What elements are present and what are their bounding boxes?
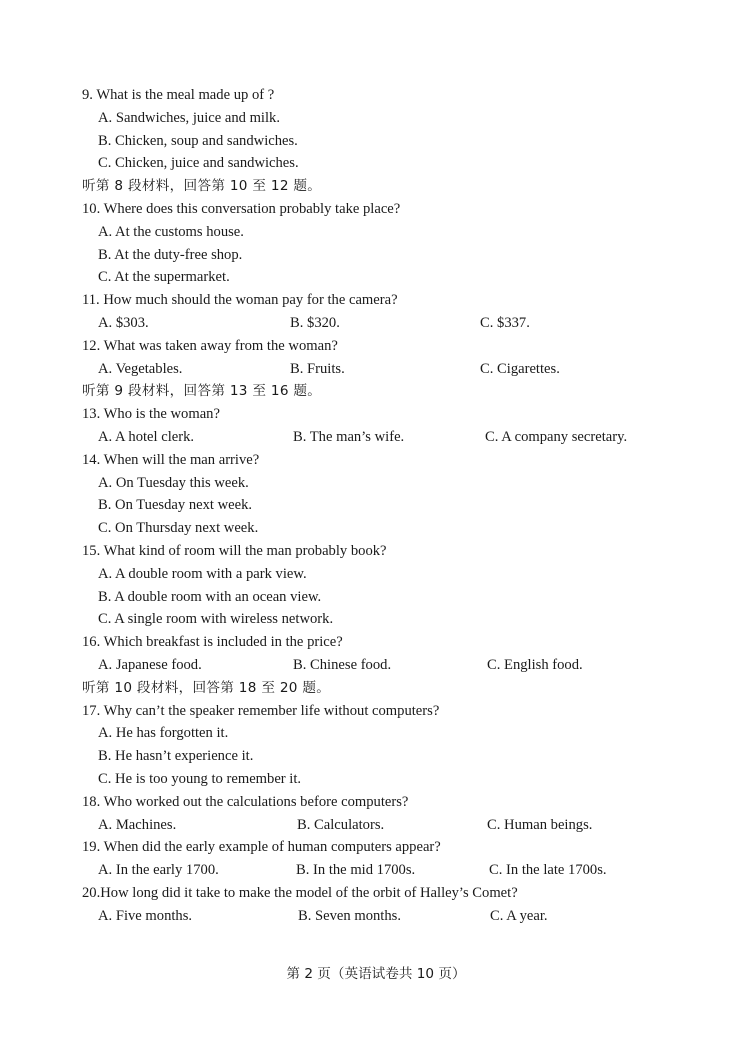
question-text: 14. When will the man arrive? bbox=[82, 451, 260, 468]
section-instruction: 听第 10 段材料，回答第 18 至 20 题。 bbox=[82, 679, 331, 696]
option-text: A. At the customs house. bbox=[98, 223, 244, 240]
option-text: A. Sandwiches, juice and milk. bbox=[98, 109, 280, 126]
questions-list bbox=[82, 84, 682, 927]
question-text: 17. Why can’t the speaker remember life without computers? bbox=[82, 702, 440, 719]
option-a: A. Five months. bbox=[98, 907, 193, 924]
option-text: A. He has forgotten it. bbox=[98, 725, 229, 742]
question-text: 10. Where does this conversation probably take place? bbox=[82, 200, 401, 217]
option-b: B. $320. bbox=[290, 314, 340, 331]
option-a: A. Machines. bbox=[98, 816, 177, 833]
question-text: 12. What was taken away from the woman? bbox=[82, 337, 338, 354]
option-text: B. A double room with an ocean view. bbox=[98, 588, 322, 605]
option-a: A. $303. bbox=[98, 314, 149, 331]
option-c: C. In the late 1700s. bbox=[489, 862, 607, 879]
option-c: C. English food. bbox=[487, 656, 583, 673]
option-b: B. Fruits. bbox=[290, 360, 345, 377]
option-text: B. Chicken, soup and sandwiches. bbox=[98, 132, 298, 149]
option-a: A. Japanese food. bbox=[98, 656, 202, 673]
question-text: 20.How long did it take to make the model of the orbit of Halley’s Comet? bbox=[82, 884, 518, 901]
option-a: A. Vegetables. bbox=[98, 360, 183, 377]
option-text: B. On Tuesday next week. bbox=[98, 497, 253, 514]
option-text: C. At the supermarket. bbox=[98, 269, 230, 286]
question-text: 13. Who is the woman? bbox=[82, 406, 220, 423]
question-text: 19. When did the early example of human computers appear? bbox=[82, 839, 441, 856]
question-text: 16. Which breakfast is included in the price? bbox=[82, 634, 343, 651]
options-row bbox=[82, 905, 682, 928]
options-row bbox=[82, 859, 682, 882]
option-b: B. Chinese food. bbox=[293, 656, 392, 673]
option-b: B. The man’s wife. bbox=[293, 428, 405, 445]
option-b: B. Seven months. bbox=[298, 907, 401, 924]
options-row bbox=[82, 358, 682, 381]
option-c: C. A company secretary. bbox=[485, 428, 628, 445]
section-instruction: 听第 8 段材料，回答第 10 至 12 题。 bbox=[82, 178, 322, 195]
option-a: A. A hotel clerk. bbox=[98, 428, 195, 445]
option-text: A. On Tuesday this week. bbox=[98, 474, 249, 491]
option-text: C. A single room with wireless network. bbox=[98, 611, 334, 628]
options-row bbox=[82, 814, 682, 837]
option-c: C. $337. bbox=[480, 314, 530, 331]
option-text: C. On Thursday next week. bbox=[98, 520, 259, 537]
option-text: A. A double room with a park view. bbox=[98, 565, 307, 582]
option-c: C. Human beings. bbox=[487, 816, 593, 833]
options-row bbox=[82, 312, 682, 335]
section-instruction: 听第 9 段材料，回答第 13 至 16 题。 bbox=[82, 383, 322, 400]
options-row bbox=[82, 426, 682, 449]
question-text: 15. What kind of room will the man probably book? bbox=[82, 542, 387, 559]
page-footer: 第 2 页（英语试卷共 10 页） bbox=[286, 966, 466, 982]
question-text: 9. What is the meal made up of ? bbox=[82, 87, 275, 103]
options-row bbox=[82, 654, 682, 677]
question-text: 11. How much should the woman pay for the camera? bbox=[82, 292, 398, 309]
option-c: C. Cigarettes. bbox=[480, 360, 560, 377]
option-a: A. In the early 1700. bbox=[98, 862, 219, 879]
option-text: C. He is too young to remember it. bbox=[98, 770, 302, 787]
option-b: B. Calculators. bbox=[297, 816, 385, 833]
option-text: B. He hasn’t experience it. bbox=[98, 748, 254, 765]
option-text: B. At the duty-free shop. bbox=[98, 246, 243, 263]
question-text: 18. Who worked out the calculations before computers? bbox=[82, 793, 409, 810]
option-c: C. A year. bbox=[490, 907, 548, 924]
option-text: C. Chicken, juice and sandwiches. bbox=[98, 155, 299, 172]
option-b: B. In the mid 1700s. bbox=[296, 862, 416, 879]
